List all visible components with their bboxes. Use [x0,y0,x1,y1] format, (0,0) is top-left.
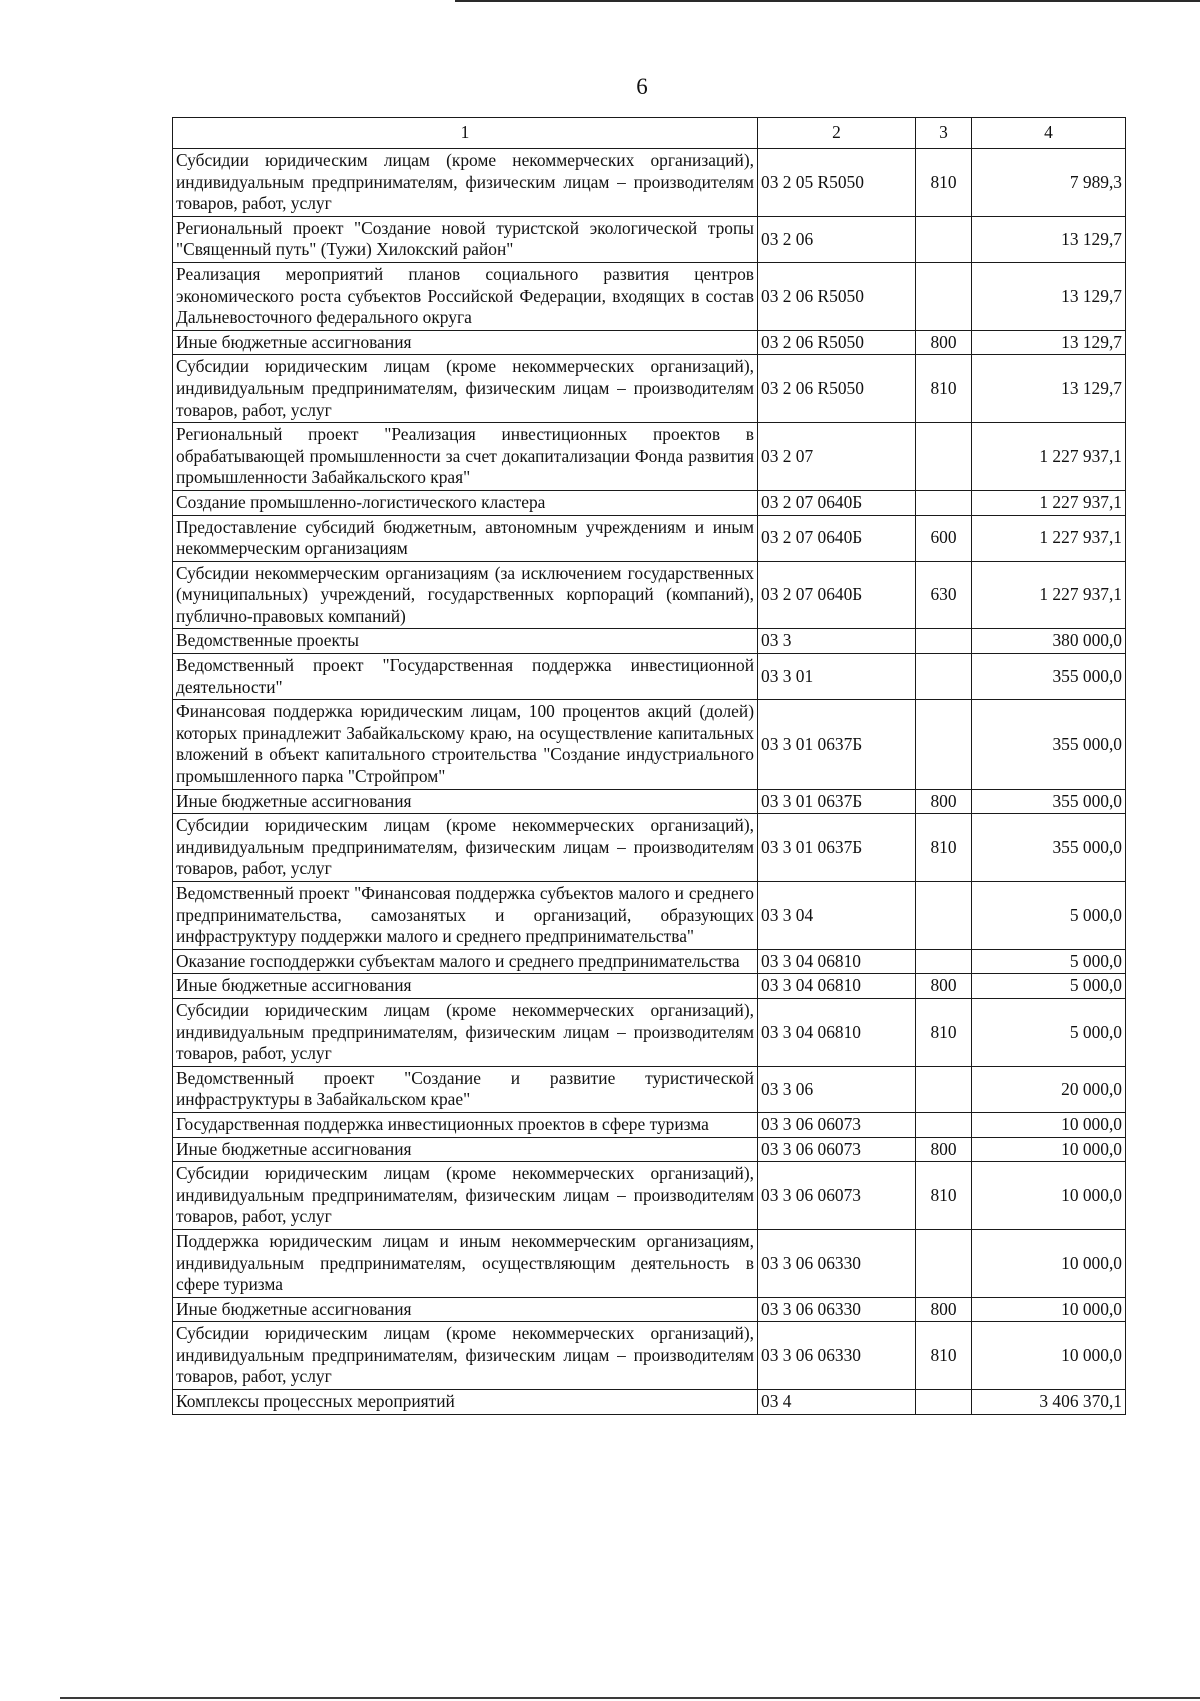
table-row [173,1229,1126,1297]
row-code-cell: 03 3 04 [758,882,916,950]
header-col-3: 3 [916,118,972,149]
row-name-cell: Субсидии юридическим лицам (кроме некоммерческих организаций), индивидуальным предпринимателям, физическим лицам – производителям товаров, работ, услуг [173,1322,758,1390]
row-type-cell [916,1066,972,1112]
table-body [173,149,1126,1415]
row-type-cell: 810 [916,1322,972,1390]
row-name-cell: Оказание господдержки субъектам малого и среднего предпринимательства [173,949,758,974]
row-amount-cell: 10 000,0 [972,1137,1126,1162]
table-row [173,1390,1126,1415]
row-type-cell [916,1229,972,1297]
row-type-cell [916,490,972,515]
row-name-cell: Субсидии юридическим лицам (кроме некоммерческих организаций), индивидуальным предпринимателям, физическим лицам – производителям товаров, работ, услуг [173,149,758,217]
page-number: 6 [636,74,648,99]
row-amount-cell: 13 129,7 [972,262,1126,330]
row-code-cell: 03 3 06 06330 [758,1229,916,1297]
table-row [173,814,1126,882]
row-type-cell [916,654,972,700]
row-type-cell: 810 [916,1162,972,1230]
row-name-cell: Субсидии юридическим лицам (кроме некоммерческих организаций), индивидуальным предпринимателям, физическим лицам – производителям товаров, работ, услуг [173,814,758,882]
row-name-cell: Реализация мероприятий планов социального развития центров экономического роста субъектов Российской Федерации, входящих в состав Дальневосточного федерального округа [173,262,758,330]
row-type-cell [916,423,972,491]
row-type-cell: 810 [916,998,972,1066]
row-code-cell: 03 2 07 [758,423,916,491]
table-row [173,355,1126,423]
table-row [173,974,1126,999]
row-amount-cell: 355 000,0 [972,654,1126,700]
row-name-cell: Государственная поддержка инвестиционных проектов в сфере туризма [173,1112,758,1137]
table-row [173,1322,1126,1390]
row-amount-cell: 3 406 370,1 [972,1390,1126,1415]
table-row [173,700,1126,789]
row-type-cell: 800 [916,974,972,999]
row-amount-cell: 355 000,0 [972,814,1126,882]
row-name-cell: Предоставление субсидий бюджетным, автономным учреждениям и иным некоммерческим организациям [173,515,758,561]
row-code-cell: 03 3 04 06810 [758,949,916,974]
row-name-cell: Региональный проект "Реализация инвестиционных проектов в обрабатывающей промышленности за счет докапитализации Фонда развития промышленности Забайкальского края" [173,423,758,491]
row-type-cell [916,882,972,950]
row-code-cell: 03 3 01 0637Б [758,789,916,814]
table-row [173,561,1126,629]
header-col-4: 4 [972,118,1126,149]
row-type-cell [916,629,972,654]
table-row [173,789,1126,814]
row-code-cell: 03 2 07 0640Б [758,515,916,561]
row-amount-cell: 20 000,0 [972,1066,1126,1112]
row-name-cell: Ведомственные проекты [173,629,758,654]
row-code-cell: 03 3 01 [758,654,916,700]
table-row [173,216,1126,262]
row-type-cell [916,216,972,262]
row-code-cell: 03 4 [758,1390,916,1415]
row-amount-cell: 5 000,0 [972,949,1126,974]
row-code-cell: 03 3 01 0637Б [758,700,916,789]
row-amount-cell: 5 000,0 [972,998,1126,1066]
row-type-cell: 630 [916,561,972,629]
row-amount-cell: 13 129,7 [972,216,1126,262]
table-row [173,1297,1126,1322]
table-row [173,1066,1126,1112]
row-type-cell [916,949,972,974]
table-row [173,1137,1126,1162]
table-row [173,1112,1126,1137]
row-name-cell: Региональный проект "Создание новой туристской экологической тропы "Священный путь" (Тужи) Хилокский район" [173,216,758,262]
table-row [173,262,1126,330]
row-name-cell: Ведомственный проект "Финансовая поддержка субъектов малого и среднего предпринимательства, самозанятых и организаций, образующих инфраструктуру поддержки малого и среднего предпринимательства" [173,882,758,950]
row-name-cell: Субсидии юридическим лицам (кроме некоммерческих организаций), индивидуальным предпринимателям, физическим лицам – производителям товаров, работ, услуг [173,1162,758,1230]
row-name-cell: Ведомственный проект "Государственная поддержка инвестиционной деятельности" [173,654,758,700]
row-name-cell: Создание промышленно-логистического кластера [173,490,758,515]
row-name-cell: Иные бюджетные ассигнования [173,789,758,814]
row-amount-cell: 10 000,0 [972,1229,1126,1297]
row-amount-cell: 10 000,0 [972,1297,1126,1322]
row-code-cell: 03 3 04 06810 [758,974,916,999]
row-amount-cell: 10 000,0 [972,1162,1126,1230]
row-type-cell [916,262,972,330]
row-code-cell: 03 3 06 [758,1066,916,1112]
row-name-cell: Иные бюджетные ассигнования [173,1137,758,1162]
row-name-cell: Субсидии некоммерческим организациям (за исключением государственных (муниципальных) учреждений, государственных корпораций (компаний), публично-правовых компаний) [173,561,758,629]
row-amount-cell: 355 000,0 [972,789,1126,814]
row-name-cell: Субсидии юридическим лицам (кроме некоммерческих организаций), индивидуальным предпринимателям, физическим лицам – производителям товаров, работ, услуг [173,355,758,423]
row-code-cell: 03 3 06 06330 [758,1297,916,1322]
row-code-cell: 03 3 06 06073 [758,1112,916,1137]
row-code-cell: 03 3 [758,629,916,654]
row-code-cell: 03 3 04 06810 [758,998,916,1066]
table-row [173,515,1126,561]
row-name-cell: Комплексы процессных мероприятий [173,1390,758,1415]
row-type-cell [916,1112,972,1137]
row-code-cell: 03 2 06 [758,216,916,262]
row-amount-cell: 1 227 937,1 [972,561,1126,629]
row-amount-cell: 5 000,0 [972,882,1126,950]
row-code-cell: 03 3 06 06073 [758,1137,916,1162]
table-row [173,629,1126,654]
row-name-cell: Поддержка юридическим лицам и иным некоммерческим организациям, индивидуальным предпринимателям, осуществляющим деятельность в сфере туризма [173,1229,758,1297]
row-amount-cell: 5 000,0 [972,974,1126,999]
row-type-cell: 810 [916,355,972,423]
row-type-cell: 800 [916,789,972,814]
row-amount-cell: 13 129,7 [972,330,1126,355]
row-code-cell: 03 3 06 06073 [758,1162,916,1230]
row-amount-cell: 7 989,3 [972,149,1126,217]
row-type-cell: 800 [916,1297,972,1322]
row-name-cell: Финансовая поддержка юридическим лицам, 100 процентов акций (долей) которых принадлежит Забайкальскому краю, на осуществление капитальных вложений в объект капитального строительства "Создание индустриального промышленного парка "Стройпром" [173,700,758,789]
table-row [173,949,1126,974]
row-amount-cell: 380 000,0 [972,629,1126,654]
table-row [173,490,1126,515]
row-code-cell: 03 2 07 0640Б [758,490,916,515]
row-code-cell: 03 2 05 R5050 [758,149,916,217]
row-type-cell: 800 [916,1137,972,1162]
row-code-cell: 03 2 06 R5050 [758,330,916,355]
scan-border-bottom [60,1697,1200,1699]
table-row [173,330,1126,355]
row-type-cell [916,1390,972,1415]
table-row [173,654,1126,700]
table-row [173,149,1126,217]
row-amount-cell: 10 000,0 [972,1112,1126,1137]
row-amount-cell: 355 000,0 [972,700,1126,789]
row-name-cell: Ведомственный проект "Создание и развитие туристической инфраструктуры в Забайкальском крае" [173,1066,758,1112]
row-name-cell: Иные бюджетные ассигнования [173,974,758,999]
row-amount-cell: 10 000,0 [972,1322,1126,1390]
table-row [173,423,1126,491]
row-name-cell: Иные бюджетные ассигнования [173,330,758,355]
header-col-2: 2 [758,118,916,149]
row-amount-cell: 13 129,7 [972,355,1126,423]
table-row [173,882,1126,950]
budget-table [172,117,1126,1415]
row-type-cell [916,700,972,789]
row-code-cell: 03 3 01 0637Б [758,814,916,882]
scan-border-top [455,0,1200,2]
row-amount-cell: 1 227 937,1 [972,515,1126,561]
row-code-cell: 03 2 07 0640Б [758,561,916,629]
table-header-row [173,118,1126,149]
row-amount-cell: 1 227 937,1 [972,423,1126,491]
row-name-cell: Иные бюджетные ассигнования [173,1297,758,1322]
row-amount-cell: 1 227 937,1 [972,490,1126,515]
table-row [173,1162,1126,1230]
table-row [173,998,1126,1066]
row-code-cell: 03 2 06 R5050 [758,355,916,423]
row-code-cell: 03 2 06 R5050 [758,262,916,330]
row-type-cell: 810 [916,149,972,217]
row-type-cell: 600 [916,515,972,561]
row-code-cell: 03 3 06 06330 [758,1322,916,1390]
header-col-1: 1 [173,118,758,149]
row-name-cell: Субсидии юридическим лицам (кроме некоммерческих организаций), индивидуальным предпринимателям, физическим лицам – производителям товаров, работ, услуг [173,998,758,1066]
row-type-cell: 810 [916,814,972,882]
row-type-cell: 800 [916,330,972,355]
